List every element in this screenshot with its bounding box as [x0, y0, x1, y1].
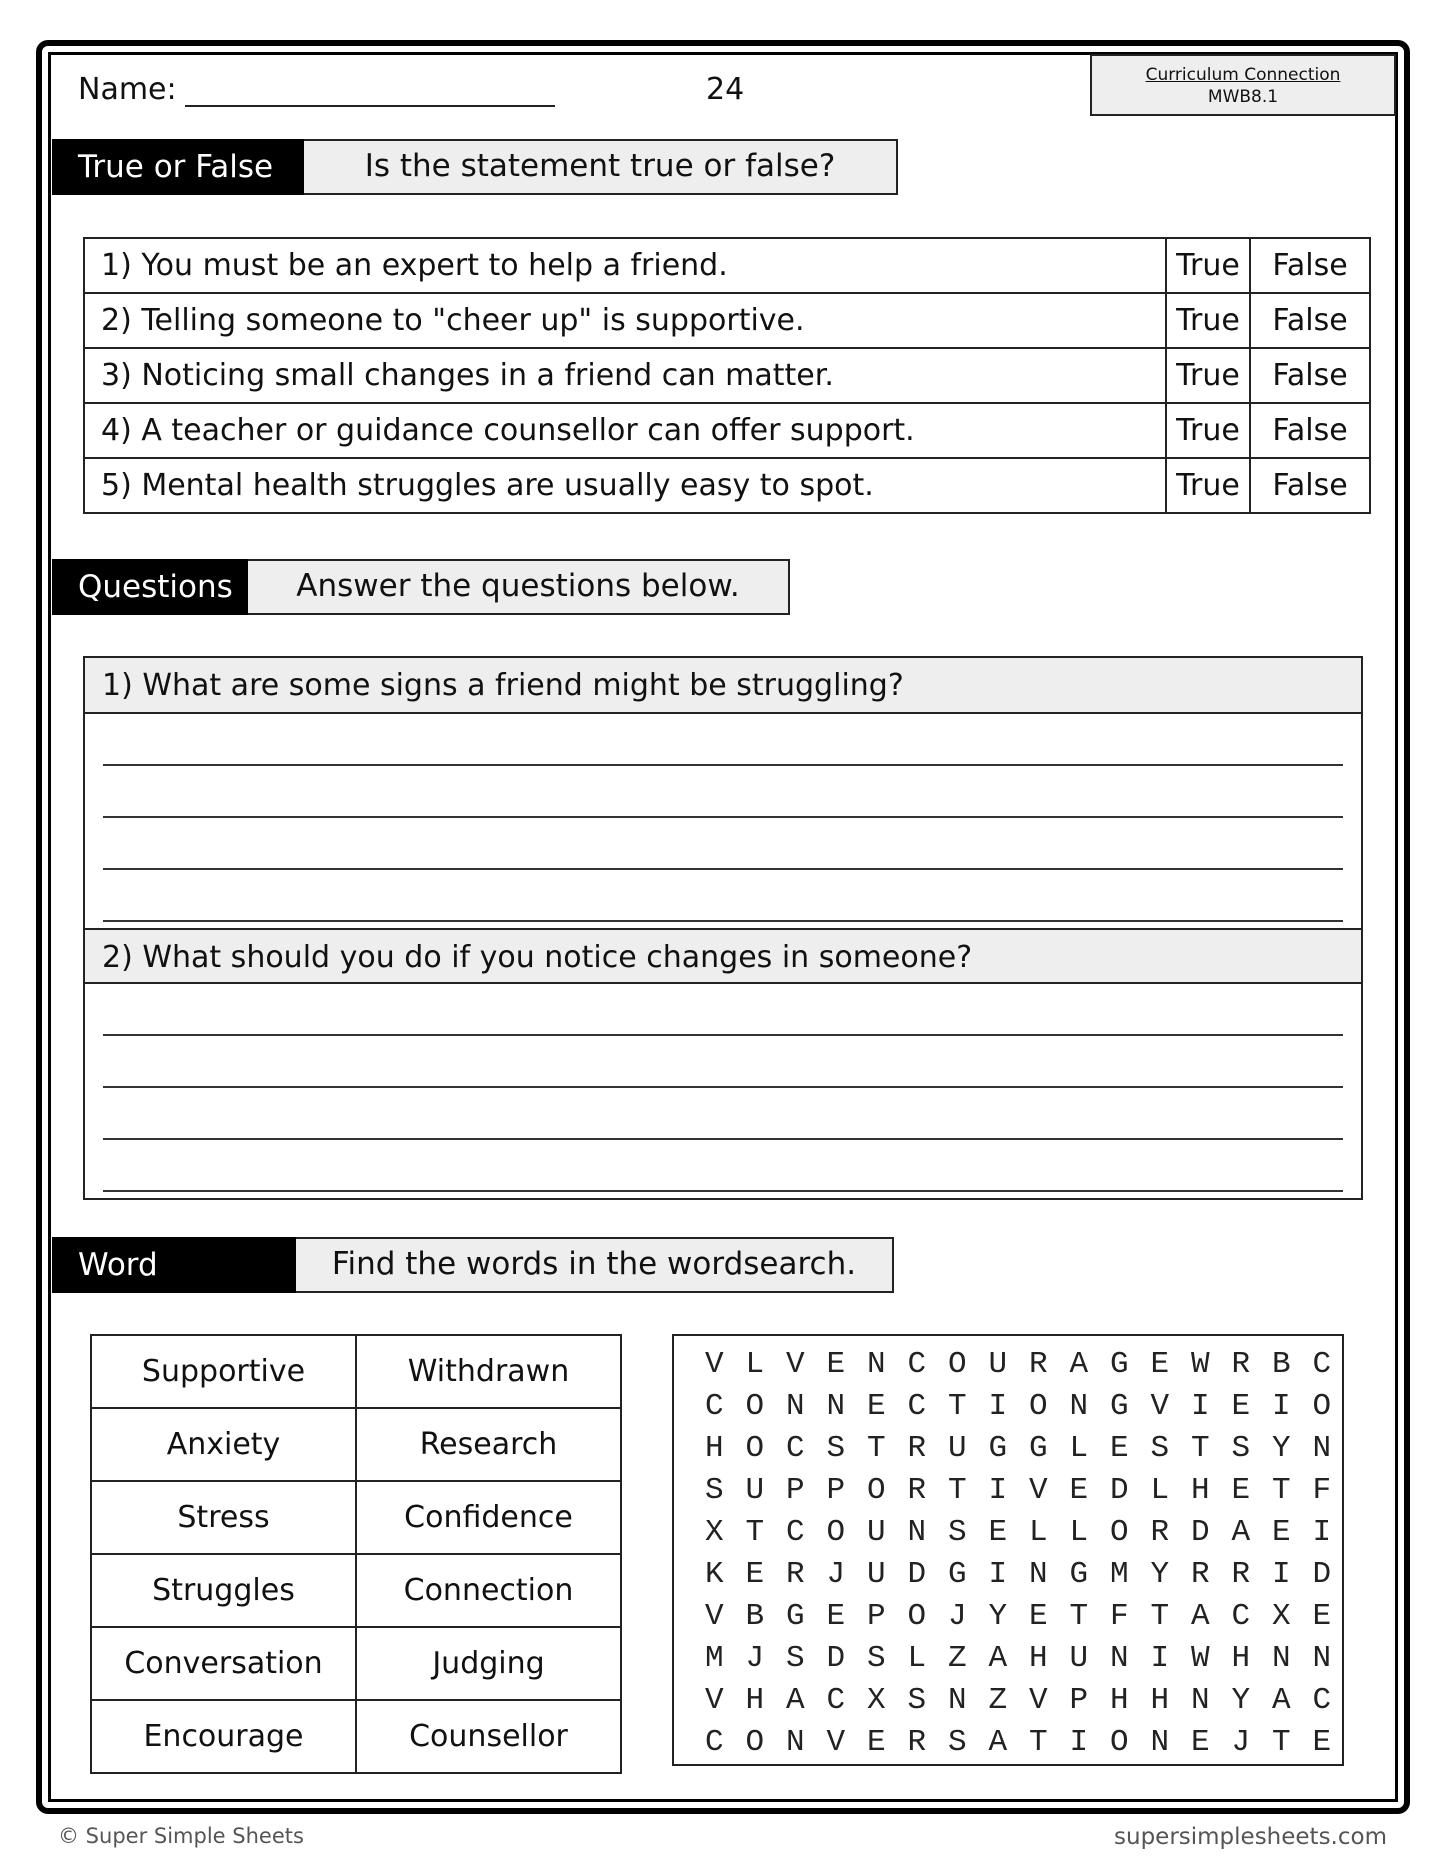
grid-letter[interactable]: N — [826, 1389, 846, 1424]
grid-letter[interactable]: L — [907, 1641, 927, 1676]
grid-letter[interactable]: U — [866, 1557, 886, 1592]
grid-letter[interactable]: C — [1312, 1683, 1332, 1718]
grid-letter[interactable]: T — [947, 1389, 967, 1424]
grid-letter[interactable]: D — [1109, 1473, 1129, 1508]
grid-letter[interactable]: O — [1109, 1725, 1129, 1760]
word-list-item: Withdrawn — [356, 1335, 621, 1408]
grid-letter[interactable]: R — [907, 1473, 927, 1508]
grid-letter[interactable]: C — [1312, 1347, 1332, 1382]
grid-letter[interactable]: S — [947, 1515, 967, 1550]
grid-letter[interactable]: T — [1028, 1725, 1048, 1760]
statement-text: 1) You must be an expert to help a friend. — [84, 238, 1166, 293]
grid-row — [694, 1386, 1342, 1428]
answer-area-1[interactable] — [85, 714, 1361, 928]
grid-letter[interactable]: Y — [1231, 1683, 1251, 1718]
true-false-instruction: Is the statement true or false? — [304, 139, 898, 195]
true-false-row — [84, 403, 1370, 458]
true-false-header — [52, 139, 898, 195]
word-list-item: Conversation — [91, 1627, 356, 1700]
grid-letter[interactable]: E — [1109, 1431, 1129, 1466]
grid-letter[interactable]: D — [1190, 1515, 1210, 1550]
word-list-item: Confidence — [356, 1481, 621, 1554]
grid-letter[interactable]: R — [907, 1725, 927, 1760]
grid-letter[interactable]: N — [1069, 1389, 1089, 1424]
questions-label: Questions — [52, 559, 248, 615]
grid-letter[interactable]: O — [866, 1473, 886, 1508]
grid-letter[interactable]: O — [1109, 1515, 1129, 1550]
grid-letter[interactable]: E — [1312, 1725, 1332, 1760]
grid-letter[interactable]: T — [866, 1431, 886, 1466]
statement-text: 2) Telling someone to "cheer up" is supportive. — [84, 293, 1166, 348]
grid-letter[interactable]: H — [1150, 1683, 1170, 1718]
grid-letter[interactable]: N — [785, 1389, 805, 1424]
questions-box — [83, 656, 1363, 1200]
grid-letter[interactable]: N — [947, 1683, 967, 1718]
grid-letter[interactable]: S — [704, 1473, 724, 1508]
grid-letter[interactable]: L — [1028, 1515, 1048, 1550]
grid-letter[interactable]: V — [704, 1683, 724, 1718]
grid-letter[interactable]: L — [1069, 1431, 1089, 1466]
grid-row — [694, 1596, 1342, 1638]
word-list-item: Stress — [91, 1481, 356, 1554]
true-false-table — [83, 237, 1371, 514]
statement-text: 5) Mental health struggles are usually easy to spot. — [84, 458, 1166, 513]
word-list-item: Research — [356, 1408, 621, 1481]
grid-letter[interactable]: G — [1069, 1557, 1089, 1592]
grid-letter[interactable]: H — [1028, 1641, 1048, 1676]
grid-row — [694, 1470, 1342, 1512]
grid-letter[interactable]: H — [745, 1683, 765, 1718]
false-option[interactable]: False — [1250, 348, 1370, 403]
grid-row — [694, 1428, 1342, 1470]
grid-letter[interactable]: P — [826, 1473, 846, 1508]
grid-letter[interactable]: S — [907, 1683, 927, 1718]
grid-letter[interactable]: V — [785, 1347, 805, 1382]
true-false-row — [84, 458, 1370, 513]
statement-text: 4) A teacher or guidance counsellor can offer support. — [84, 403, 1166, 458]
grid-row — [694, 1344, 1342, 1386]
grid-letter[interactable]: O — [745, 1725, 765, 1760]
grid-letter[interactable]: U — [1069, 1641, 1089, 1676]
grid-letter[interactable]: V — [826, 1725, 846, 1760]
grid-letter[interactable]: H — [1231, 1641, 1251, 1676]
grid-letter[interactable]: E — [866, 1389, 886, 1424]
true-option[interactable]: True — [1166, 348, 1250, 403]
grid-letter[interactable]: I — [1190, 1389, 1210, 1424]
name-field — [78, 72, 555, 107]
grid-letter[interactable]: Y — [988, 1599, 1008, 1634]
true-option[interactable]: True — [1166, 293, 1250, 348]
grid-row — [694, 1680, 1342, 1722]
false-option[interactable]: False — [1250, 238, 1370, 293]
grid-letter[interactable]: N — [785, 1725, 805, 1760]
grid-letter[interactable]: C — [785, 1431, 805, 1466]
questions-instruction: Answer the questions below. — [248, 559, 790, 615]
grid-letter[interactable]: O — [826, 1515, 846, 1550]
grid-letter[interactable]: C — [704, 1725, 724, 1760]
grid-letter[interactable]: N — [1109, 1641, 1129, 1676]
word-list-item: Counsellor — [356, 1700, 621, 1773]
grid-letter[interactable]: V — [1028, 1473, 1048, 1508]
word-list-item: Judging — [356, 1627, 621, 1700]
answer-line[interactable] — [103, 1036, 1343, 1088]
grid-letter[interactable]: L — [745, 1347, 765, 1382]
word-list-row — [91, 1627, 621, 1700]
grid-letter[interactable]: C — [785, 1515, 805, 1550]
grid-letter[interactable]: D — [1312, 1557, 1332, 1592]
answer-line[interactable] — [103, 984, 1343, 1036]
grid-letter[interactable]: A — [785, 1683, 805, 1718]
grid-letter[interactable]: T — [745, 1515, 765, 1550]
grid-letter[interactable]: S — [785, 1641, 805, 1676]
grid-letter[interactable]: I — [1150, 1641, 1170, 1676]
true-option[interactable]: True — [1166, 458, 1250, 513]
curriculum-connection-box — [1090, 54, 1396, 116]
true-option[interactable]: True — [1166, 238, 1250, 293]
grid-letter[interactable]: N — [907, 1515, 927, 1550]
grid-letter[interactable]: G — [1109, 1347, 1129, 1382]
word-list-item: Encourage — [91, 1700, 356, 1773]
grid-letter[interactable]: N — [1312, 1641, 1332, 1676]
answer-line[interactable] — [103, 1140, 1343, 1192]
grid-letter[interactable]: H — [704, 1431, 724, 1466]
grid-letter[interactable]: X — [1271, 1599, 1291, 1634]
word-list-row — [91, 1408, 621, 1481]
name-line[interactable] — [185, 79, 555, 107]
grid-letter[interactable]: S — [947, 1725, 967, 1760]
word-list-row — [91, 1481, 621, 1554]
grid-letter[interactable]: O — [745, 1431, 765, 1466]
grid-letter[interactable]: V — [1150, 1389, 1170, 1424]
true-option[interactable]: True — [1166, 403, 1250, 458]
true-false-row — [84, 238, 1370, 293]
grid-letter[interactable]: I — [1271, 1389, 1291, 1424]
grid-letter[interactable]: E — [1312, 1599, 1332, 1634]
grid-letter[interactable]: G — [1028, 1431, 1048, 1466]
word-list-row — [91, 1554, 621, 1627]
grid-letter[interactable]: P — [785, 1473, 805, 1508]
grid-letter[interactable]: E — [1028, 1599, 1048, 1634]
word-list-item: Anxiety — [91, 1408, 356, 1481]
grid-letter[interactable]: X — [704, 1515, 724, 1550]
grid-letter[interactable]: S — [1231, 1431, 1251, 1466]
grid-letter[interactable]: M — [704, 1641, 724, 1676]
word-search-header — [52, 1237, 894, 1339]
grid-letter[interactable]: M — [1109, 1557, 1129, 1592]
grid-letter[interactable]: E — [1150, 1347, 1170, 1382]
false-option[interactable]: False — [1250, 403, 1370, 458]
grid-letter[interactable]: I — [1069, 1725, 1089, 1760]
grid-letter[interactable]: Z — [947, 1641, 967, 1676]
grid-letter[interactable]: C — [826, 1683, 846, 1718]
grid-letter[interactable]: T — [1150, 1599, 1170, 1634]
word-list-item: Struggles — [91, 1554, 356, 1627]
statement-text: 3) Noticing small changes in a friend can matter. — [84, 348, 1166, 403]
grid-letter[interactable]: R — [1150, 1515, 1170, 1550]
page-number: 24 — [706, 72, 745, 107]
grid-letter[interactable]: T — [1069, 1599, 1089, 1634]
grid-letter[interactable]: T — [1190, 1431, 1210, 1466]
curriculum-code: MWB8.1 — [1207, 87, 1279, 107]
grid-letter[interactable]: V — [1028, 1683, 1048, 1718]
grid-letter[interactable]: E — [826, 1347, 846, 1382]
grid-letter[interactable]: V — [704, 1599, 724, 1634]
grid-letter[interactable]: J — [947, 1599, 967, 1634]
answer-line[interactable] — [103, 766, 1343, 818]
grid-letter[interactable]: N — [1028, 1557, 1048, 1592]
grid-letter[interactable]: U — [988, 1347, 1008, 1382]
true-false-row — [84, 293, 1370, 348]
answer-line[interactable] — [103, 818, 1343, 870]
word-list-item: Connection — [356, 1554, 621, 1627]
word-search-grid — [672, 1334, 1344, 1766]
grid-letter[interactable]: E — [1069, 1473, 1089, 1508]
grid-letter[interactable]: E — [866, 1725, 886, 1760]
false-option[interactable]: False — [1250, 293, 1370, 348]
grid-letter[interactable]: K — [704, 1557, 724, 1592]
grid-letter[interactable]: X — [866, 1683, 886, 1718]
grid-letter[interactable]: N — [1190, 1683, 1210, 1718]
grid-letter[interactable]: B — [745, 1599, 765, 1634]
grid-letter[interactable]: O — [1312, 1389, 1332, 1424]
grid-row — [694, 1512, 1342, 1554]
grid-letter[interactable]: E — [1271, 1515, 1291, 1550]
word-list-item: Supportive — [91, 1335, 356, 1408]
answer-line[interactable] — [103, 870, 1343, 922]
grid-letter[interactable]: J — [1231, 1725, 1251, 1760]
grid-letter[interactable]: A — [988, 1725, 1008, 1760]
grid-letter[interactable]: S — [1150, 1431, 1170, 1466]
true-false-row — [84, 348, 1370, 403]
question-1: 1) What are some signs a friend might be struggling? — [85, 658, 1361, 714]
word-search-label: Word Search — [52, 1237, 296, 1293]
grid-letter[interactable]: A — [1271, 1683, 1291, 1718]
answer-area-2[interactable] — [85, 984, 1361, 1198]
word-list-table — [90, 1334, 622, 1774]
name-label: Name: — [78, 72, 177, 107]
grid-letter[interactable]: C — [1231, 1599, 1251, 1634]
grid-letter[interactable]: T — [947, 1473, 967, 1508]
grid-letter[interactable]: I — [988, 1389, 1008, 1424]
grid-letter[interactable]: D — [826, 1641, 846, 1676]
grid-letter[interactable]: R — [1231, 1557, 1251, 1592]
grid-letter[interactable]: A — [1069, 1347, 1089, 1382]
grid-row — [694, 1554, 1342, 1596]
grid-letter[interactable]: S — [826, 1431, 846, 1466]
grid-letter[interactable]: I — [1312, 1515, 1332, 1550]
grid-letter[interactable]: U — [866, 1515, 886, 1550]
answer-line[interactable] — [103, 1088, 1343, 1140]
grid-letter[interactable]: E — [826, 1599, 846, 1634]
grid-letter[interactable]: N — [866, 1347, 886, 1382]
grid-letter[interactable]: Y — [1150, 1557, 1170, 1592]
grid-letter[interactable]: E — [745, 1557, 765, 1592]
grid-letter[interactable]: J — [745, 1641, 765, 1676]
grid-letter[interactable]: F — [1312, 1473, 1332, 1508]
false-option[interactable]: False — [1250, 458, 1370, 513]
grid-letter[interactable]: B — [1271, 1347, 1291, 1382]
grid-letter[interactable]: I — [988, 1473, 1008, 1508]
grid-letter[interactable]: D — [907, 1557, 927, 1592]
grid-letter[interactable]: V — [704, 1347, 724, 1382]
grid-letter[interactable]: R — [1190, 1557, 1210, 1592]
grid-row — [694, 1638, 1342, 1680]
grid-letter[interactable]: Y — [1271, 1431, 1291, 1466]
footer-website[interactable]: supersimplesheets.com — [1114, 1824, 1387, 1850]
grid-row — [694, 1722, 1342, 1764]
grid-letter[interactable]: I — [1271, 1557, 1291, 1592]
grid-letter[interactable]: F — [1109, 1599, 1129, 1634]
grid-letter[interactable]: T — [1271, 1473, 1291, 1508]
grid-letter[interactable]: S — [866, 1641, 886, 1676]
grid-letter[interactable]: P — [1069, 1683, 1089, 1718]
grid-letter[interactable]: A — [1231, 1515, 1251, 1550]
grid-letter[interactable]: E — [1231, 1473, 1251, 1508]
grid-letter[interactable]: E — [1231, 1389, 1251, 1424]
questions-header — [52, 559, 790, 615]
grid-letter[interactable]: N — [1271, 1641, 1291, 1676]
grid-letter[interactable]: W — [1190, 1641, 1210, 1676]
grid-letter[interactable]: A — [1190, 1599, 1210, 1634]
curriculum-title: Curriculum Connection — [1145, 65, 1341, 85]
grid-letter[interactable]: O — [1028, 1389, 1048, 1424]
true-false-label: True or False — [52, 139, 304, 195]
grid-letter[interactable]: L — [1069, 1515, 1089, 1550]
grid-letter[interactable]: H — [1190, 1473, 1210, 1508]
grid-letter[interactable]: C — [907, 1389, 927, 1424]
grid-letter[interactable]: T — [1271, 1725, 1291, 1760]
grid-letter[interactable]: O — [947, 1347, 967, 1382]
grid-letter[interactable]: C — [907, 1347, 927, 1382]
grid-letter[interactable]: G — [988, 1431, 1008, 1466]
grid-letter[interactable]: N — [1150, 1725, 1170, 1760]
grid-letter[interactable]: E — [988, 1515, 1008, 1550]
grid-letter[interactable]: O — [907, 1599, 927, 1634]
grid-letter[interactable]: U — [947, 1431, 967, 1466]
footer-copyright: © Super Simple Sheets — [58, 1824, 304, 1848]
grid-letter[interactable]: R — [785, 1557, 805, 1592]
grid-letter[interactable]: R — [907, 1431, 927, 1466]
grid-letter[interactable]: G — [785, 1599, 805, 1634]
grid-letter[interactable]: I — [988, 1557, 1008, 1592]
grid-letter[interactable]: U — [745, 1473, 765, 1508]
grid-letter[interactable]: J — [826, 1557, 846, 1592]
grid-letter[interactable]: N — [1312, 1431, 1332, 1466]
grid-letter[interactable]: R — [1028, 1347, 1048, 1382]
word-list-row — [91, 1700, 621, 1773]
word-search-instruction: Find the words in the wordsearch. — [296, 1237, 894, 1293]
grid-letter[interactable]: P — [866, 1599, 886, 1634]
grid-letter[interactable]: R — [1231, 1347, 1251, 1382]
grid-letter[interactable]: W — [1190, 1347, 1210, 1382]
grid-letter[interactable]: H — [1109, 1683, 1129, 1718]
question-2: 2) What should you do if you notice changes in someone? — [85, 928, 1361, 984]
grid-letter[interactable]: L — [1150, 1473, 1170, 1508]
grid-letter[interactable]: E — [1190, 1725, 1210, 1760]
grid-letter[interactable]: Z — [988, 1683, 1008, 1718]
grid-letter[interactable]: A — [988, 1641, 1008, 1676]
grid-letter[interactable]: G — [947, 1557, 967, 1592]
word-list-row — [91, 1335, 621, 1408]
grid-letter[interactable]: C — [704, 1389, 724, 1424]
grid-letter[interactable]: G — [1109, 1389, 1129, 1424]
answer-line[interactable] — [103, 714, 1343, 766]
grid-letter[interactable]: O — [745, 1389, 765, 1424]
